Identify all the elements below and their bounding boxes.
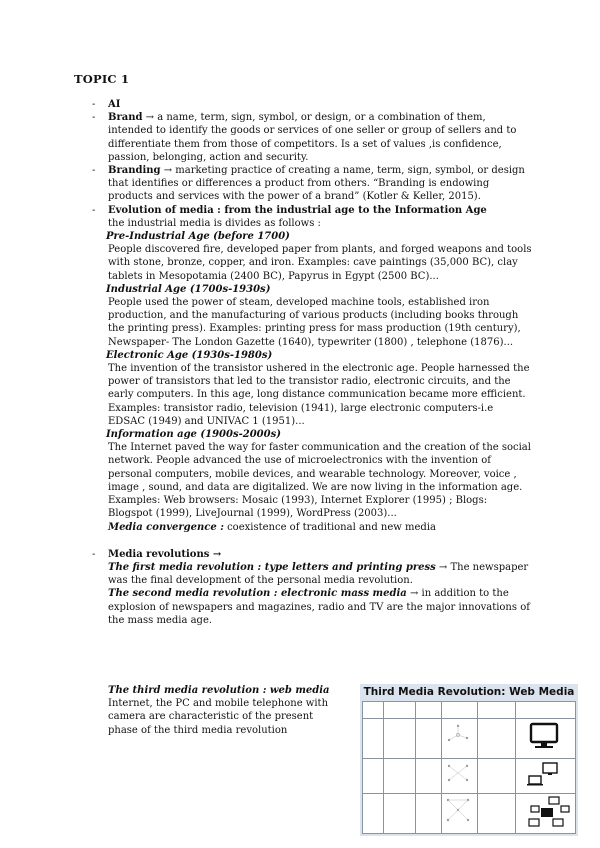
third-revolution bbox=[108, 684, 340, 737]
brand-definition: → a name, term, sign, symbol, or design, or a combination of them, intended to identify the goods or services of one seller or group of sellers and to differentiate them from those of competitors. Is a set of values ,is confidence, passion, belonging, action and security. bbox=[108, 112, 517, 163]
industrial-heading: Industrial Age (1700s-1930s) bbox=[106, 283, 271, 295]
brand-term: Brand bbox=[108, 112, 143, 124]
revolutions-heading: Media revolutions → bbox=[108, 548, 222, 560]
third-revolution-title: The third media revolution : web media bbox=[108, 685, 330, 696]
pre-industrial-heading: Pre-Industrial Age (before 1700) bbox=[106, 231, 290, 243]
devices-icon bbox=[517, 760, 573, 790]
devices-network-icon bbox=[517, 795, 573, 829]
media-convergence bbox=[108, 521, 532, 534]
figure-title: Third Media Revolution: Web Media bbox=[363, 686, 575, 698]
topic-heading: TOPIC 1 bbox=[74, 72, 130, 86]
branding-term: Branding bbox=[108, 165, 161, 177]
first-revolution-title: The first media revolution : type letters and printing press bbox=[108, 561, 436, 573]
monitor-icon bbox=[517, 720, 573, 754]
network-diagram-icon bbox=[443, 795, 473, 825]
evolution-intro: the industrial media is divides as follows : bbox=[108, 217, 321, 229]
media-convergence-term: Media convergence : bbox=[108, 521, 224, 533]
notes-content bbox=[92, 98, 532, 627]
list-item-branding: - Branding → marketing practice of creating a name, term, sign, symbol, or design that identifies or differences a product from others. “Branding is endowing products and services with the power of a brand” (Kotler & Keller, 2015). bbox=[92, 165, 525, 203]
ai-heading: AI bbox=[108, 99, 121, 110]
information-text: The Internet paved the way for faster communication and the creation of the social network. People advanced the use of microelectronics with the invention of personal computers, mobile devices, and wearable technology. Moreover, voice , image , sound, and data are digitalized. We are now living in the information age. Examples: Web browsers: Mosaic (1993), Internet Explorer (1995) ; Blogs: Blogspot (1999), LiveJournal (1999), WordPress (2003)... bbox=[108, 442, 531, 520]
list-item-brand: - Brand → a name, term, sign, symbol, or design, or a combination of them, intended to identify the goods or services of one seller or group of sellers and to differentiate them from those of competitors. Is a set of values ,is confidence, passion, belonging, action and security. bbox=[92, 112, 517, 163]
third-revolution-text: Internet, the PC and mobile telephone with camera are characteristic of the present phase of the third media revolution bbox=[108, 698, 329, 736]
industrial-text: People used the power of steam, developed machine tools, established iron production, and the manufacturing of various products (including books through the printing press). Examples: printing press for mass production (19th century), Newspaper- The London Gazette (1640), typewriter (1800) , telephone (1876)... bbox=[108, 297, 521, 348]
evolution-heading: Evolution of media : from the industrial age to the Information Age bbox=[108, 204, 487, 216]
media-convergence-text: coexistence of traditional and new media bbox=[223, 521, 436, 533]
branding-definition: → marketing practice of creating a name, term, sign, symbol, or design that identifies or differences a product from others. “Branding is endowing products and services with the power of a brand” (Kotler & Keller, 2015). bbox=[108, 165, 525, 203]
pre-industrial-text: People discovered fire, developed paper from plants, and forged weapons and tools with stone, bronze, copper, and iron. Examples: cave paintings (35,000 BC), clay tablets in Mesopotamia (2400 BC), Papyrus in Egypt (2500 BC)... bbox=[108, 244, 532, 282]
figure-table-picture bbox=[362, 701, 576, 834]
electronic-text: The invention of the transistor ushered in the electronic age. People harnessed the power of transistors that led to the transistor radio, electronic circuits, and the early computers. In this age, long distance communication became more efficient. Examples: transistor radio, television (1941), large electronic computers-i.e EDSAC (1949) and UNIVAC 1 (1951)... bbox=[108, 363, 530, 427]
second-revolution-title: The second media revolution : electronic mass media bbox=[108, 588, 407, 600]
network-diagram-icon bbox=[443, 720, 473, 746]
web-media-figure bbox=[360, 684, 578, 836]
list-item-ai: - AI bbox=[92, 99, 121, 110]
list-item-evolution: - Evolution of media : from the industrial age to the Information Age the industrial media is divides as follows : Pre-Industrial Age (before 1700) People discovered fire, developed paper from plants, and forged weapons and tools with stone, bronze, copper, and iron. Examples: cave paintings (35,000 BC), clay tablets in Mesopotamia (2400 BC), Papyrus in Egypt (2500 BC)... Industrial Age (1700s-1930s) People used the power of steam, developed machine tools, established iron production, and the manufacturing of various products (including books through the printing press). Examples: printing press for mass production (19th century), Newspaper- The London Gazette (1640), typewriter (1800) , telephone (1876)... Electronic Age (1930s-1980s) The invention of the transistor ushered in the electronic age. People harnessed the power of transistors that led to the transistor radio, electronic circuits, and the early computers. In this age, long distance communication became more efficient. Examples: transistor radio, television (1941), large electronic computers-i.e EDSAC (1949) and UNIVAC 1 (1951)... Information age (1900s-2000s) The Internet paved the way for faster communication and the creation of the social network. People advanced the use of microelectronics with the invention of personal computers, mobile devices, and wearable technology. Moreover, voice , image , sound, and data are digitalized. We are now living in the information age. Examples: Web browsers: Mosaic (1993), Internet Explorer (1995) ; Blogs: Blogspot (1999), LiveJournal (1999), WordPress (2003)... Media convergence : coexistence of traditional and new media bbox=[92, 204, 532, 533]
list-item-revolutions: - Media revolutions → The first media revolution : type letters and printing press → The newspaper was the final development of the personal media revolution. The second media revolution : electronic mass media → in addition to the explosion of newspapers and magazines, radio and TV are the major innovations of the mass media age. bbox=[92, 548, 532, 627]
network-diagram-icon bbox=[443, 760, 473, 786]
information-heading: Information age (1900s-2000s) bbox=[106, 429, 281, 441]
first-revolution bbox=[108, 561, 532, 587]
second-revolution bbox=[108, 587, 532, 627]
second-revolution-text: → in addition to the explosion of newspapers and magazines, radio and TV are the major innovations of the mass media age. bbox=[108, 588, 530, 626]
first-revolution-text: → The newspaper was the final development of the personal media revolution. bbox=[108, 561, 529, 587]
electronic-heading: Electronic Age (1930s-1980s) bbox=[106, 349, 273, 361]
